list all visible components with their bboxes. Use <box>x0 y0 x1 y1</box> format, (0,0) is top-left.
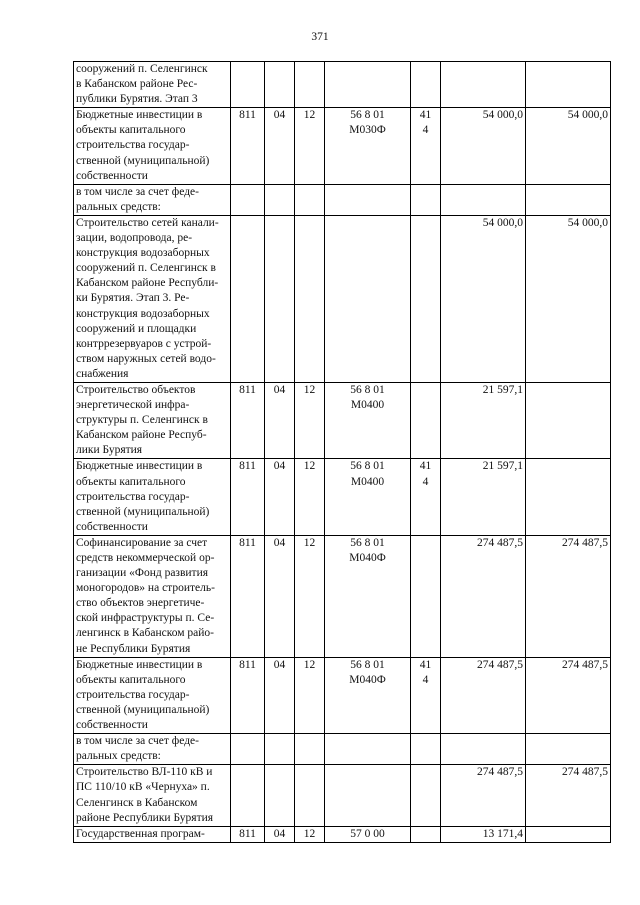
amount-year-1: 21 597,1 <box>441 459 526 535</box>
row-name: Строительство ВЛ-110 кВ и ПС 110/10 кВ «Чернуха» п. Селенгинск в Кабанском районе Республики Бурятия <box>74 765 231 826</box>
subsection-code: 12 <box>295 657 325 733</box>
amount-year-2: 274 487,5 <box>526 535 611 657</box>
target-article-code <box>325 765 411 826</box>
amount-year-1 <box>441 62 526 108</box>
ministry-code: 811 <box>231 535 265 657</box>
expense-type-code: 41 4 <box>411 108 441 184</box>
row-name: Государственная програм- <box>74 826 231 842</box>
ministry-code: 811 <box>231 826 265 842</box>
ministry-code: 811 <box>231 459 265 535</box>
subsection-code <box>295 184 325 215</box>
table-row <box>74 535 611 657</box>
amount-year-2: 54 000,0 <box>526 215 611 382</box>
amount-year-1: 54 000,0 <box>441 108 526 184</box>
page-number: 371 <box>311 31 329 43</box>
subsection-code: 12 <box>295 108 325 184</box>
subsection-code: 12 <box>295 535 325 657</box>
ministry-code: 811 <box>231 108 265 184</box>
section-code <box>265 765 295 826</box>
budget-table <box>73 61 611 843</box>
amount-year-2: 274 487,5 <box>526 765 611 826</box>
row-name: в том числе за счет феде- ральных средств: <box>74 184 231 215</box>
ministry-code <box>231 62 265 108</box>
amount-year-2 <box>526 734 611 765</box>
amount-year-2 <box>526 62 611 108</box>
expense-type-code <box>411 765 441 826</box>
target-article-code: 56 8 01 М040Ф <box>325 657 411 733</box>
section-code <box>265 734 295 765</box>
table-row <box>74 184 611 215</box>
section-code: 04 <box>265 108 295 184</box>
row-name: Бюджетные инвестиции в объекты капитального строительства государ- ственной (муниципальной) собственности <box>74 459 231 535</box>
row-name: Бюджетные инвестиции в объекты капитального строительства государ- ственной (муниципальной) собственности <box>74 108 231 184</box>
ministry-code <box>231 184 265 215</box>
amount-year-2 <box>526 459 611 535</box>
row-name: Бюджетные инвестиции в объекты капитального строительства государ- ственной (муниципальной) собственности <box>74 657 231 733</box>
table-row <box>74 734 611 765</box>
ministry-code <box>231 734 265 765</box>
row-name: Строительство сетей канали- зации, водопровода, ре- конструкция водозаборных сооружений п. Селенгинск в Кабанском районе Республи- ки Бурятия. Этап 3. Ре- конструкция водозаборных сооружений и площадки контррезервуаров с устрой- ством наружных сетей водо- снабжения <box>74 215 231 382</box>
target-article-code <box>325 62 411 108</box>
table-row <box>74 108 611 184</box>
target-article-code <box>325 215 411 382</box>
target-article-code: 57 0 00 <box>325 826 411 842</box>
amount-year-1: 54 000,0 <box>441 215 526 382</box>
amount-year-1: 274 487,5 <box>441 657 526 733</box>
ministry-code <box>231 765 265 826</box>
section-code <box>265 62 295 108</box>
amount-year-1: 274 487,5 <box>441 535 526 657</box>
section-code: 04 <box>265 459 295 535</box>
subsection-code: 12 <box>295 826 325 842</box>
expense-type-code <box>411 734 441 765</box>
section-code: 04 <box>265 382 295 458</box>
amount-year-1: 13 171,4 <box>441 826 526 842</box>
expense-type-code <box>411 215 441 382</box>
table-row <box>74 765 611 826</box>
amount-year-2: 274 487,5 <box>526 657 611 733</box>
target-article-code <box>325 734 411 765</box>
amount-year-1 <box>441 734 526 765</box>
target-article-code: 56 8 01 М040Ф <box>325 535 411 657</box>
expense-type-code <box>411 535 441 657</box>
subsection-code: 12 <box>295 382 325 458</box>
expense-type-code: 41 4 <box>411 657 441 733</box>
expense-type-code <box>411 184 441 215</box>
ministry-code <box>231 215 265 382</box>
row-name: Софинансирование за счет средств некоммерческой ор- ганизации «Фонд развития моногородов» на строитель- ство объектов энергетиче- ской инфраструктуры п. Се- ленгинск в Кабанском райо- не Республики Бурятия <box>74 535 231 657</box>
section-code: 04 <box>265 826 295 842</box>
section-code: 04 <box>265 657 295 733</box>
target-article-code: 56 8 01 М030Ф <box>325 108 411 184</box>
section-code <box>265 184 295 215</box>
table-row <box>74 382 611 458</box>
table-row <box>74 826 611 842</box>
table-row <box>74 215 611 382</box>
amount-year-2 <box>526 382 611 458</box>
subsection-code <box>295 215 325 382</box>
amount-year-2 <box>526 826 611 842</box>
subsection-code: 12 <box>295 459 325 535</box>
table-row <box>74 62 611 108</box>
expense-type-code: 41 4 <box>411 459 441 535</box>
amount-year-1 <box>441 184 526 215</box>
target-article-code: 56 8 01 М0400 <box>325 382 411 458</box>
amount-year-1: 274 487,5 <box>441 765 526 826</box>
table-row <box>74 657 611 733</box>
section-code: 04 <box>265 535 295 657</box>
ministry-code: 811 <box>231 657 265 733</box>
amount-year-2 <box>526 184 611 215</box>
table-row <box>74 459 611 535</box>
target-article-code <box>325 184 411 215</box>
amount-year-2: 54 000,0 <box>526 108 611 184</box>
ministry-code: 811 <box>231 382 265 458</box>
subsection-code <box>295 765 325 826</box>
section-code <box>265 215 295 382</box>
subsection-code <box>295 62 325 108</box>
row-name: Строительство объектов энергетической инфра- структуры п. Селенгинск в Кабанском районе Респуб- лики Бурятия <box>74 382 231 458</box>
amount-year-1: 21 597,1 <box>441 382 526 458</box>
row-name: сооружений п. Селенгинск в Кабанском районе Рес- публики Бурятия. Этап 3 <box>74 62 231 108</box>
subsection-code <box>295 734 325 765</box>
row-name: в том числе за счет феде- ральных средств: <box>74 734 231 765</box>
expense-type-code <box>411 382 441 458</box>
expense-type-code <box>411 62 441 108</box>
expense-type-code <box>411 826 441 842</box>
target-article-code: 56 8 01 М0400 <box>325 459 411 535</box>
